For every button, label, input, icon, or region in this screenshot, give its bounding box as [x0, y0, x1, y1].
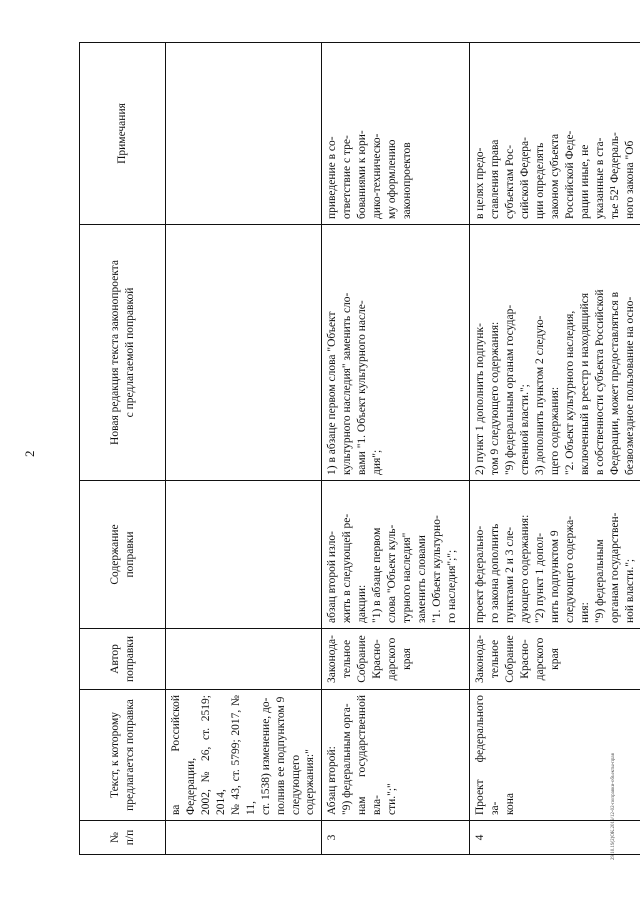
table-row [470, 43, 640, 855]
cell-new-text [166, 225, 322, 481]
header-content: Содержание поправки [80, 481, 166, 629]
cell-author [166, 629, 322, 690]
cell-content: проект федерально- го закона дополнить пунктами 2 и 3 сле- дующего содержания: "2) пункт 1 допол- нить подпунктом 9 следующего содержа- ния: "9) федеральным органам государствен- ной власти."; [470, 481, 640, 629]
header-new-text: Новая редакция текста законопроекта с предлагаемой поправкой [80, 225, 166, 481]
header-text: Текст, к которому предлагается поправка [80, 690, 166, 821]
page-number: 2 [22, 450, 37, 457]
cell-text: Абзац второй: "9) федеральным орга- нам государственной вла- сти.";" [322, 690, 470, 821]
header-author: Автор поправки [80, 629, 166, 690]
cell-new-text: 1) в абзаце первом слова "Объект культурного наследия" заменить сло- вами "1. Объект культурного насле- дия"; [322, 225, 470, 481]
header-notes: Примечания [80, 43, 166, 225]
cell-content [166, 481, 322, 629]
cell-num: 3 [322, 821, 470, 855]
cell-text: Проект федерального за- кона [470, 690, 640, 821]
header-num: № п/п [80, 821, 166, 855]
cell-content: абзац второй изло- жить в следующей ре- дакции: "1) в абзаце первом слова "Объект куль- турного наследия" заменить словами "1. Объект культурно- го наследия";"; [322, 481, 470, 629]
cell-new-text: 2) пункт 1 дополнить подпунк- том 9 следующего содержания: "9) федеральным органам государ- ственной власти."; 3) дополнить пунктом 2 следую- щего содержания: "2. Объект культурного наследия, включенный в реестр и находящийся в собственности субъекта Российской Федерации, может предоставляться в безвозмездное пользование на осно- [470, 225, 640, 481]
cell-notes [166, 43, 322, 225]
amendments-table [79, 42, 640, 855]
footer-code: 29.10.19(2)ОК.2019/12-02-поправки-объекты-прав [611, 753, 616, 860]
cell-author: Законода- тельное Собрание Красно- дарского края [470, 629, 640, 690]
table-row [322, 43, 470, 855]
cell-num: 4 [470, 821, 640, 855]
cell-notes: приведение в со- ответствие с тре- бованиями к юри- дико-техническо- му оформлению законопроектов [322, 43, 470, 225]
table-header-row [80, 43, 166, 855]
cell-notes: в целях предо- ставления права субъектам Рос- сийской Федера- ции определять законом субъекта Российской Феде- рации иные, не указанные в ста- тье 52¹ Федераль- ного закона "Об [470, 43, 640, 225]
table-row [166, 43, 322, 855]
cell-num [166, 821, 322, 855]
cell-text: ва Российской Федерации, 2002, № 26, ст. 2519; 2014, № 43, ст. 5799; 2017, № 11, ст. 1538) изменение, до- полнив ее подпунктом 9 следующего содержания:" [166, 690, 322, 821]
cell-author: Законода- тельное Собрание Красно- дарского края [322, 629, 470, 690]
